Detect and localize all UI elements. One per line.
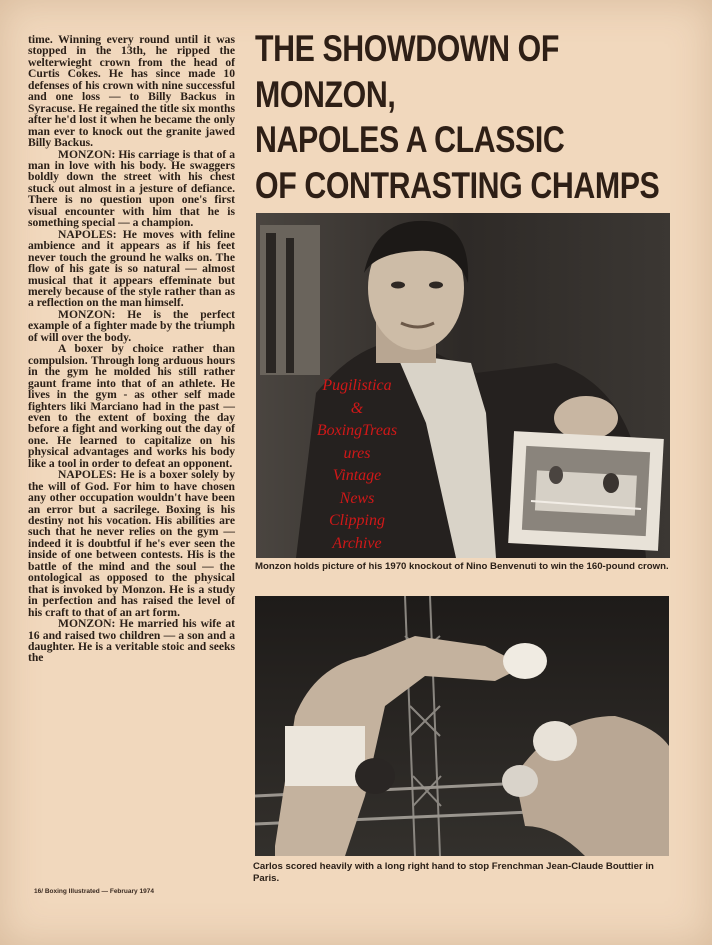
article-headline	[255, 26, 660, 208]
watermark-line-2: &	[350, 399, 364, 417]
paragraph-6: NAPOLES: He is a boxer solely by the will of God. For him to have chosen any other occupation wouldn't have been an error but a sacrilege. Boxing is his destiny not his vocation. His abilities are such that he never relies on the gym — indeed it is doubtful if he's ever seen the inside of one between contests. His is the battle of the mind and the soul — the ontological as opposed to the physical that is invoked by Monzon. He is a study in perfection and has raised the level of his craft to that of an art form.	[28, 468, 235, 619]
headline-line-2: MONZON,	[255, 73, 396, 115]
paragraph-4: MONZON: He is the perfect example of a fighter made by the triumph of will over the body.	[28, 307, 235, 344]
paragraph-5: A boxer by choice rather than compulsion. Through long arduous hours in the gym he molded his still rather gaunt frame into that of an athlete. He lives in the gym - as other self made fighters liki Marciano had in the past — even to the extent of boxing the day before a fight and working out the day of one. He learned to capitalize on his physical advantages and works his body like a tool in order to defeat an opponent.	[28, 342, 235, 470]
watermark-line-4: ures	[343, 444, 371, 462]
watermark-line-7: Clipping	[328, 512, 385, 529]
headline-line-4: OF CONTRASTING CHAMPS	[255, 164, 660, 206]
watermark-line-6: News	[339, 489, 375, 507]
watermark-line-3: BoxingTreas	[316, 422, 398, 439]
paragraph-7: MONZON: He married his wife at 16 and raised two children — a son and a daughter. He is a veritable stoic and seeks the	[28, 617, 235, 665]
watermark-line-8: Archive	[332, 534, 382, 552]
page-footer: 16/ Boxing Illustrated — February 1974	[34, 888, 154, 895]
headline-line-1: THE SHOWDOWN OF	[255, 28, 559, 69]
photo-knockout-fight	[255, 596, 669, 856]
watermark-line-5: Vintage	[332, 467, 382, 484]
paragraph-2: MONZON: His carriage is that of a man in love with his body. He swaggers boldly down the street with his chest stuck out almost in a jesture of defiance. There is no question upon one's first visual encounter with him that he is something special — a champion.	[28, 147, 235, 230]
article-body-column	[28, 34, 235, 664]
caption-photo-2: Carlos scored heavily with a long right hand to stop Frenchman Jean-Claude Bouttier in Paris.	[253, 861, 654, 884]
paragraph-1: time. Winning every round until it was stopped in the 13th, he ripped the welterwieght crown from the head of Curtis Cokes. He has since made 10 defenses of his crown with nine successful and one loss — to Billy Backus in Syracuse. He regained the title six months after he'd lost it when he became the only man ever to knock out the granite jawed Billy Backus.	[28, 33, 235, 150]
watermark-line-1: Pugilistica	[322, 377, 392, 394]
caption-photo-1: Monzon holds picture of his 1970 knockout of Nino Benvenuti to win the 160-pound crown.	[255, 561, 669, 572]
headline-line-3: NAPOLES A CLASSIC	[255, 119, 565, 160]
paragraph-3: NAPOLES: He moves with feline ambience and it appears as if his feet never touch the ground he walks on. The flow of his gate is so natural — almost musical that it appears effeminate but merely because of the style rather than as a reflection on the man himself.	[28, 227, 235, 310]
archive-watermark	[292, 375, 422, 555]
